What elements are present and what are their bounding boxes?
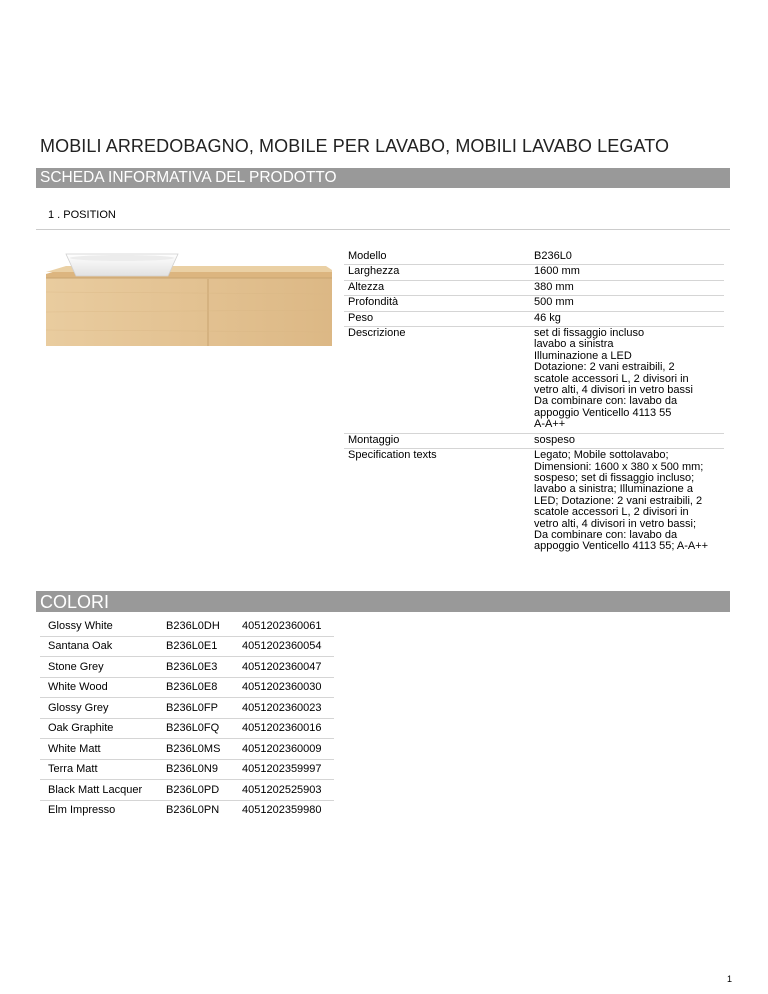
color-code: B236L0MS: [158, 739, 234, 760]
spec-value: B236L0: [534, 250, 572, 262]
spec-label: Montaggio: [348, 433, 400, 446]
color-row: [40, 636, 334, 657]
page-title: MOBILI ARREDOBAGNO, MOBILE PER LAVABO, MOBILI LAVABO LEGATO: [40, 136, 670, 156]
colors-table: [40, 616, 334, 820]
spec-row-descrizione: [344, 327, 724, 434]
color-row: [40, 759, 334, 780]
spec-label: Altezza: [348, 280, 385, 293]
color-code: B236L0PN: [166, 804, 220, 817]
color-row: [40, 657, 334, 678]
spec-label: Profondità: [348, 296, 399, 309]
color-ean: 4051202359997: [234, 759, 334, 780]
color-name: Oak Graphite: [40, 718, 158, 739]
color-row: [40, 718, 334, 739]
color-code: B236L0E3: [158, 657, 234, 678]
spec-row-peso: [344, 311, 724, 326]
color-name: Black Matt Lacquer: [40, 780, 158, 801]
spec-row-altezza: [344, 280, 724, 295]
color-ean: 4051202360047: [234, 657, 334, 678]
color-ean: 4051202525903: [234, 780, 334, 801]
spec-value: 500 mm: [534, 296, 574, 309]
color-ean: 4051202360016: [234, 718, 334, 739]
product-info-header: SCHEDA INFORMATIVA DEL PRODOTTO: [36, 168, 730, 188]
color-code: B236L0N9: [158, 759, 234, 780]
spec-row-larghezza: [344, 265, 724, 280]
spec-value: 46 kg: [534, 311, 561, 324]
color-ean: 4051202360023: [234, 698, 334, 719]
specs-table: [344, 250, 724, 555]
color-ean: 4051202360054: [234, 636, 334, 657]
product-image: [40, 252, 332, 346]
colori-header: COLORI: [36, 591, 730, 612]
color-row: [40, 780, 334, 801]
spec-label: Peso: [348, 311, 374, 324]
spec-value: 380 mm: [534, 280, 574, 293]
color-code: B236L0E1: [158, 636, 234, 657]
color-name: Terra Matt: [40, 759, 158, 780]
color-name: Glossy Grey: [40, 698, 158, 719]
color-row: [40, 800, 334, 820]
spec-label: Specification texts: [348, 449, 437, 462]
color-name: Glossy White: [40, 616, 158, 636]
color-ean: 4051202359980: [242, 804, 322, 817]
color-name: Stone Grey: [40, 657, 158, 678]
color-row: [40, 616, 334, 636]
spec-row-profondita: [344, 296, 724, 311]
color-name: Elm Impresso: [48, 804, 116, 817]
color-ean: 4051202360061: [234, 616, 334, 636]
spec-label: Modello: [348, 250, 387, 262]
spec-row-modello: [344, 250, 724, 265]
section-divider: [36, 229, 730, 230]
page-number: 1: [726, 974, 732, 984]
spec-label: Descrizione: [348, 327, 406, 340]
color-name: Santana Oak: [40, 636, 158, 657]
color-name: White Wood: [40, 677, 158, 698]
spec-value: 1600 mm: [534, 265, 580, 278]
spec-value: Legato; Mobile sottolavabo; Dimensioni: 1600 x 380 x 500 mm; sospeso; set di fissaggio incluso; lavabo a sinistra; Illuminazione a LED; Dotazione: 2 vani estraibili, 2 scatole accessori L, 2 divisori in vetro alti, 4 divisori in vetro bassi; Da combinare con: lavabo da appoggio Venticello 4113 55; A-A++: [534, 449, 709, 553]
color-code: B236L0DH: [158, 616, 234, 636]
spec-value: set di fissaggio incluso lavabo a sinistra Illuminazione a LED Dotazione: 2 vani estraibili, 2 scatole accessori L, 2 divisori in vetro alti, 4 divisori in vetro bassi Da combinare con: lavabo da appoggio Venticello 4113 55 A-A++: [534, 327, 693, 431]
color-row: [40, 698, 334, 719]
color-row: [40, 739, 334, 760]
color-row: [40, 677, 334, 698]
color-code: B236L0FQ: [158, 718, 234, 739]
spec-row-montaggio: [344, 433, 724, 448]
color-code: B236L0PD: [158, 780, 234, 801]
color-ean: 4051202360009: [234, 739, 334, 760]
spec-label: Larghezza: [348, 265, 400, 278]
color-code: B236L0E8: [158, 677, 234, 698]
color-name: White Matt: [40, 739, 158, 760]
spec-value: sospeso: [534, 433, 575, 446]
color-ean: 4051202360030: [234, 677, 334, 698]
position-label: 1 . POSITION: [48, 209, 116, 221]
color-code: B236L0FP: [158, 698, 234, 719]
spec-row-specification-texts: [344, 449, 724, 555]
